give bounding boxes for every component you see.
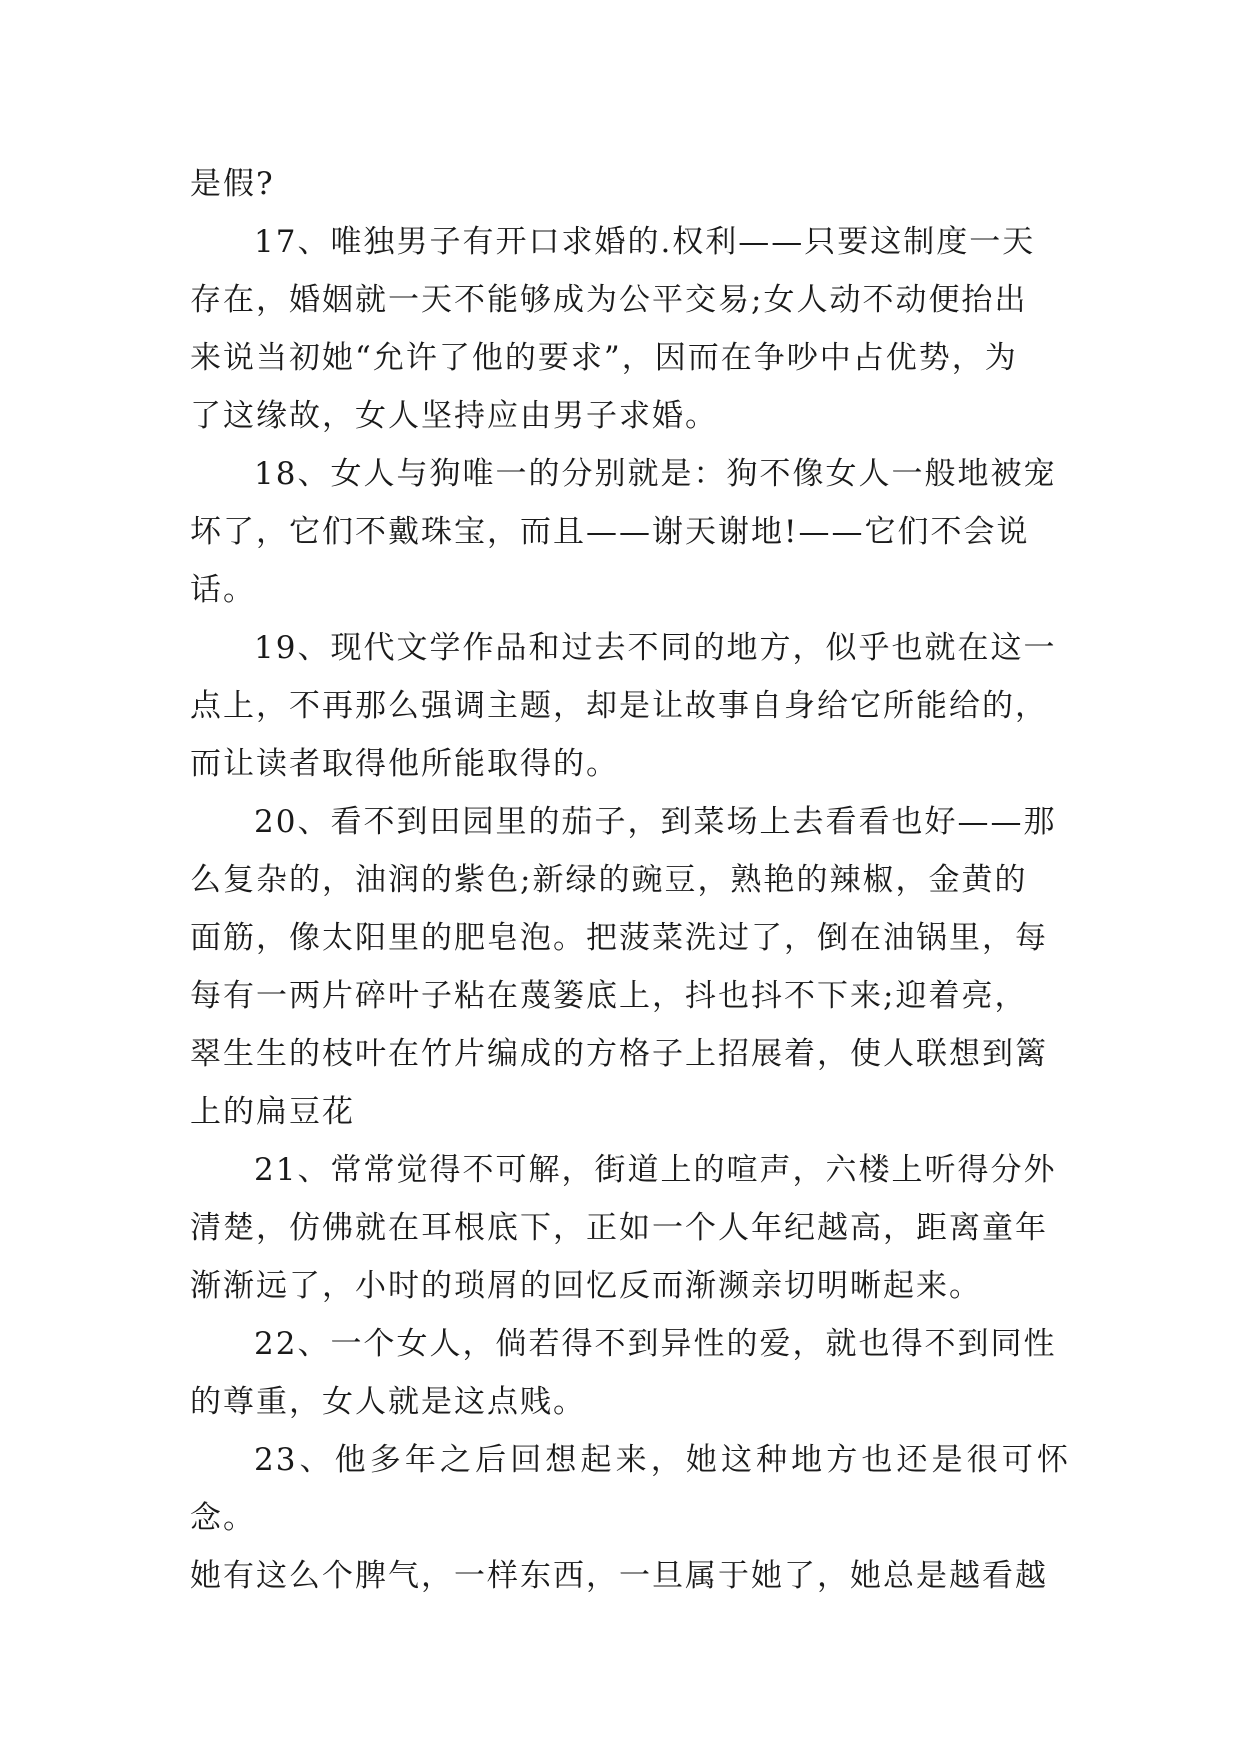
paragraph-20: 20、看不到田园里的茄子，到菜场上去看看也好——那 么复杂的，油润的紫色;新绿的豌豆，熟艳的辣椒，金黄的 面筋，像太阳里的肥皂泡。把菠菜洗过了，倒在油锅里，每 每有一两片碎叶子粘在蔑篓底上，抖也抖不下来;迎着亮， 翠生生的枝叶在竹片编成的方格子上招展着，使人联想到篱 上的扁豆花 (190, 804, 1057, 1130)
paragraph-18: 18、女人与狗唯一的分别就是：狗不像女人一般地被宠 坏了，它们不戴珠宝，而且——谢天谢地!——它们不会说 话。 (190, 456, 1057, 608)
paragraph-23: 23、他多年之后回想起来，她这种地方也还是很可怀念。 她有这么个脾气，一样东西，一旦属于她了，她总是越看越 (190, 1442, 1070, 1594)
document-body (190, 155, 1070, 1605)
paragraph-19: 19、现代文学作品和过去不同的地方，似乎也就在这一 点上，不再那么强调主题，却是让故事自身给它所能给的， 而让读者取得他所能取得的。 (190, 630, 1057, 782)
paragraph-22: 22、一个女人，倘若得不到异性的爱，就也得不到同性 的尊重，女人就是这点贱。 (190, 1326, 1057, 1420)
paragraph-17: 17、唯独男子有开口求婚的.权利——只要这制度一天 存在，婚姻就一天不能够成为公平交易;女人动不动便抬出 来说当初她“允许了他的要求”，因而在争吵中占优势，为 了这缘故，女人坚持应由男子求婚。 (190, 224, 1036, 434)
paragraph-21: 21、常常觉得不可解，街道上的喧声，六楼上听得分外 清楚，仿佛就在耳根底下，正如一个人年纪越高，距离童年 渐渐远了，小时的琐屑的回忆反而渐濒亲切明晰起来。 (190, 1152, 1057, 1304)
paragraph-continuation: 是假? (190, 166, 275, 202)
